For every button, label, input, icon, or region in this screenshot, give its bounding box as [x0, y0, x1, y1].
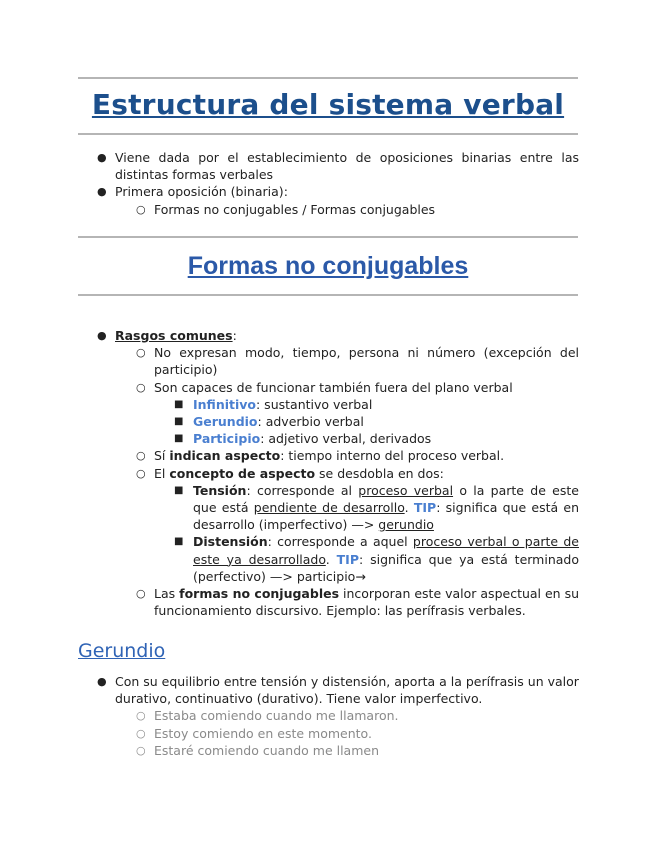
list-item: ● Viene dada por el establecimiento de oposiciones binarias entre las distintas formas verbales [97, 150, 579, 183]
list-item: ○ Son capaces de funcionar también fuera del plano verbal [136, 379, 513, 395]
bullet-circle-icon: ○ [136, 202, 146, 216]
bullet-disc-icon: ● [97, 151, 107, 164]
bullet-square-icon: ■ [174, 433, 184, 445]
top-divider [78, 77, 578, 79]
bullet-disc-icon: ● [97, 329, 107, 342]
bullet-circle-icon: ○ [136, 709, 146, 723]
bullet-circle-icon: ○ [136, 380, 146, 394]
page-title: Estructura del sistema verbal [91, 88, 565, 121]
list-item: ■ Participio: adjetivo verbal, derivados [174, 431, 432, 447]
bullet-square-icon: ■ [174, 536, 184, 548]
bullet-circle-icon: ○ [136, 743, 146, 757]
bullet-circle-icon: ○ [136, 726, 146, 740]
list-item: ○ El concepto de aspecto se desdobla en dos: [136, 465, 444, 481]
list-item: ○ Las formas no conjugables incorporan este valor aspectual en su funcionamiento discursivo. Ejemplo: las perífrasis verbales. [136, 586, 580, 619]
section-title: Formas no conjugables [187, 252, 469, 280]
gerundio-list [0, 673, 655, 759]
list-item: ● Con su equilibrio entre tensión y distensión, aporta a la perífrasis un valor durativo, continuativo (durativo). Tiene valor imperfectivo. [97, 674, 579, 707]
list-item: ○ No expresan modo, tiempo, persona ni número (excepción del participio) [136, 345, 579, 378]
example-item: ○ Estoy comiendo en este momento. [136, 725, 372, 741]
bullet-disc-icon: ● [97, 185, 107, 199]
list-item: ● Rasgos comunes: [97, 328, 237, 343]
list-item: ○ Sí indican aspecto: tiempo interno del proceso verbal. [136, 448, 505, 464]
section-top-divider [78, 236, 578, 238]
rasgos-list [0, 327, 655, 619]
gerundio-heading: Gerundio [78, 640, 166, 662]
bullet-square-icon: ■ [174, 398, 184, 410]
bullet-circle-icon: ○ [136, 449, 146, 463]
bullet-disc-icon: ● [97, 675, 107, 688]
bullet-circle-icon: ○ [136, 346, 146, 360]
title-divider [78, 133, 578, 135]
list-item: ■ Infinitivo: sustantivo verbal [174, 396, 373, 412]
bullet-square-icon: ■ [174, 484, 184, 496]
list-item: ● Primera oposición (binaria): [97, 184, 288, 200]
bullet-circle-icon: ○ [136, 587, 146, 601]
bullet-circle-icon: ○ [136, 466, 146, 480]
list-item: ○ Formas no conjugables / Formas conjugables [136, 201, 436, 217]
intro-list [0, 149, 655, 218]
list-item: ■ Tensión: corresponde al proceso verbal o la parte de este que está pendiente de desarrollo. TIP: significa que está en desarrollo (imperfectivo) —> gerundio [174, 482, 579, 533]
list-item: ■ Distensión: corresponde a aquel proceso verbal o parte de este ya desarrollado. TIP: significa que ya está terminado (perfectivo) —> participio→ [174, 534, 579, 584]
example-item: ○ Estaba comiendo cuando me llamaron. [136, 708, 399, 724]
bullet-square-icon: ■ [174, 416, 184, 428]
list-item: ■ Gerundio: adverbio verbal [174, 414, 364, 430]
section-bottom-divider [78, 294, 578, 296]
example-item: ○ Estaré comiendo cuando me llamen [136, 742, 380, 758]
